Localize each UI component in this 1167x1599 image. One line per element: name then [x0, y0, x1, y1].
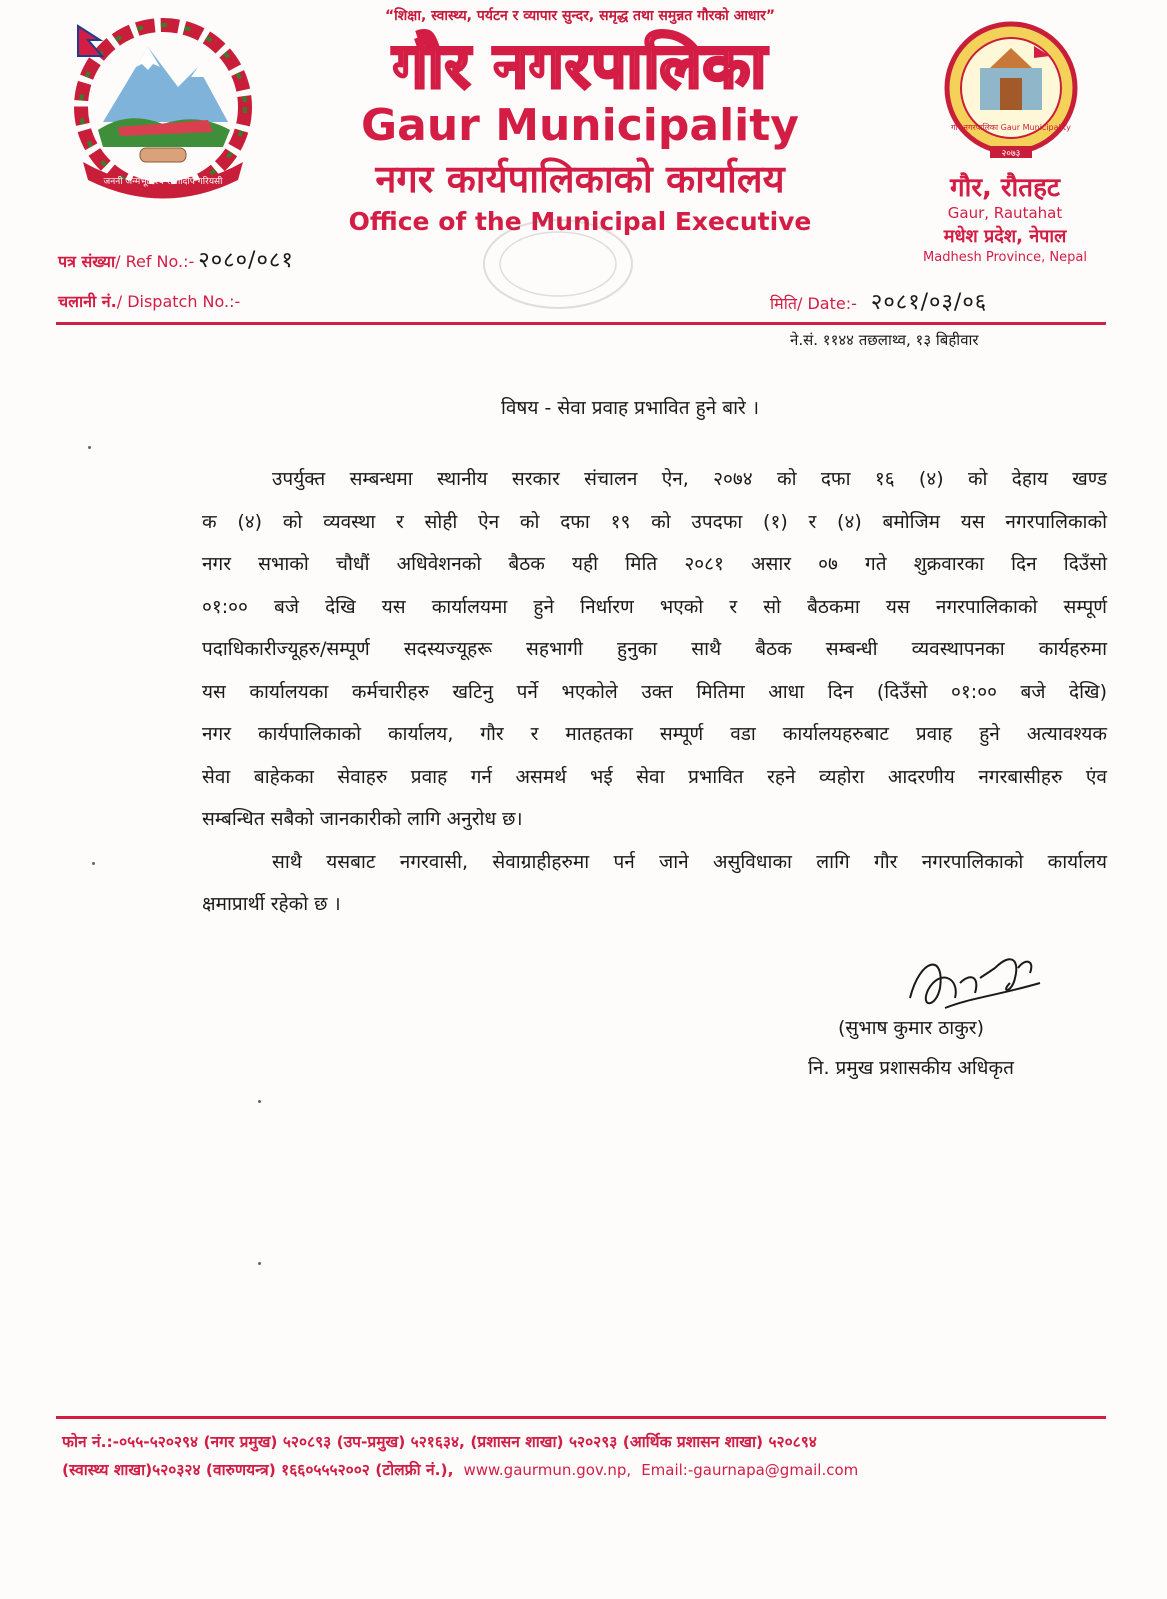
svg-text:२०७३: २०७३: [1001, 149, 1021, 159]
office-title-english: Office of the Municipal Executive: [348, 207, 812, 236]
scan-speck: [88, 446, 91, 449]
municipality-motto: “शिक्षा, स्वास्थ्य, पर्यटन र व्यापार सुन्दर, समृद्ध तथा समुन्नत गौरको आधार”: [384, 8, 776, 24]
province-english: Madhesh Province, Nepal: [923, 250, 1087, 265]
body-line: पदाधिकारीज्यूहरु/सम्पूर्ण सदस्यज्यूहरू सहभागी हुनुका साथै बैठक सम्बन्धी व्यवस्थापनका कार्यहरुमा: [202, 638, 1107, 660]
dispatch-label-nepali: चलानी नं.: [58, 292, 117, 311]
body-line: ०१:०० बजे देखि यस कार्यालयमा हुने निर्धारण भएको र सो बैठकमा यस नगरपालिकाको सम्पूर्ण: [202, 595, 1107, 618]
body-line: क (४) को व्यवस्था र सोही ऐन को दफा १९ को उपदफा (१) र (४) बमोजिम यस नगरपालिकाको: [202, 510, 1107, 533]
date-label-nepali: मिति: [770, 294, 797, 313]
footer-email-link[interactable]: Email:-gaurnapa@gmail.com: [641, 1461, 859, 1479]
footer-contact-line: [62, 1458, 858, 1480]
body-line: नगर कार्यपालिकाको कार्यालय, गौर र मातहतका सम्पूर्ण वडा कार्यालयहरुबाट प्रवाह हुने अत्यावश्यक: [202, 723, 1107, 745]
svg-text:जननी जन्मभूमिश्च स्वर्गादपि गर: जननी जन्मभूमिश्च स्वर्गादपि गरियसी: [103, 177, 223, 187]
address-nepali: गौर, रौतहट: [949, 173, 1061, 203]
body-line: सम्बन्धित सबैको जानकारीको लागि अनुरोध छ।: [202, 808, 523, 830]
footer-phone-continued: (स्वास्थ्य शाखा)५२०३२४ (वारुणयन्त्र) १६६०५५५२००२ (टोलफ्री नं.),: [62, 1461, 454, 1479]
footer-website-link[interactable]: www.gaurmun.gov.np,: [463, 1461, 632, 1479]
letter-subject: विषय - सेवा प्रवाह प्रभावित हुने बारे ।: [500, 397, 760, 419]
footer-phone-line: फोन नं.:-०५५-५२०२९४ (नगर प्रमुख) ५२०८९३ (उप-प्रमुख) ५२१६३४, (प्रशासन शाखा) ५२०२९३ (आर्थिक प्रशासन शाखा) ५२०८९४: [62, 1433, 817, 1451]
address-english: Gaur, Rautahat: [947, 204, 1063, 222]
header-divider: [56, 322, 1106, 325]
province-nepali: मधेश प्रदेश, नेपाल: [943, 226, 1067, 247]
letter-body: [202, 458, 1107, 926]
scan-speck: [92, 862, 95, 865]
body-line: नगर सभाको चौधौं अधिवेशनको बैठक यही मिति २०८१ असार ०७ गते शुक्रवारका दिन दिउँसो: [202, 553, 1107, 575]
gaur-municipality-logo-icon: [930, 18, 1092, 166]
body-line: क्षमाप्रार्थी रहेको छ ।: [202, 893, 341, 915]
scan-speck: [258, 1262, 261, 1265]
ref-value: २०८०/०८१: [198, 248, 294, 273]
letter-date: [770, 286, 987, 316]
dispatch-label-english: / Dispatch No.:-: [116, 292, 241, 311]
body-line: यस कार्यालयका कर्मचारीहरु खटिनु पर्ने भएकोले उक्त मितिमा आधा दिन (दिउँसो ०१:०० बजे देखि): [202, 680, 1107, 703]
body-line: साथै यसबाट नगरवासी, सेवाग्राहीहरुमा पर्न जाने असुविधाका लागि गौर नगरपालिकाको कार्यालय: [272, 850, 1107, 873]
signatory-designation: नि. प्रमुख प्रशासकीय अधिकृत: [808, 1057, 1014, 1079]
date-label-english: / Date:-: [796, 294, 857, 313]
signatory-name: (सुभाष कुमार ठाकुर): [838, 1017, 984, 1039]
svg-text:गौर नगरपालिका Gaur Municipalit: गौर नगरपालिका Gaur Municipality: [951, 123, 1071, 132]
scan-speck: [258, 1100, 261, 1103]
municipality-title-english: Gaur Municipality: [361, 100, 799, 151]
reference-number: [58, 244, 294, 274]
office-stamp-icon: [478, 214, 638, 314]
date-value: २०८१/०३/०६: [870, 290, 988, 315]
body-line: उपर्युक्त सम्बन्धमा स्थानीय सरकार संचालन ऐन, २०७४ को दफा १६ (४) को देहाय खण्ड: [272, 468, 1107, 490]
ref-label-nepali: पत्र संख्या: [58, 252, 116, 271]
footer-divider: [56, 1416, 1106, 1419]
dispatch-number: [58, 290, 240, 312]
nepal-emblem-icon: [58, 12, 268, 202]
nepal-sambat-date: ने.सं. ११४४ तछलाथ्व, १३ बिहीवार: [790, 331, 979, 349]
body-line: सेवा बाहेकका सेवाहरु प्रवाह गर्न असमर्थ भई सेवा प्रभावित रहने व्यहोरा आदरणीय नगरबासीहरु एंव: [202, 765, 1107, 788]
office-title-nepali: नगर कार्यपालिकाको कार्यालय: [375, 157, 785, 201]
ref-label-english: / Ref No.:-: [115, 252, 195, 271]
municipality-title-nepali: गौर नगरपालिका: [392, 29, 768, 102]
